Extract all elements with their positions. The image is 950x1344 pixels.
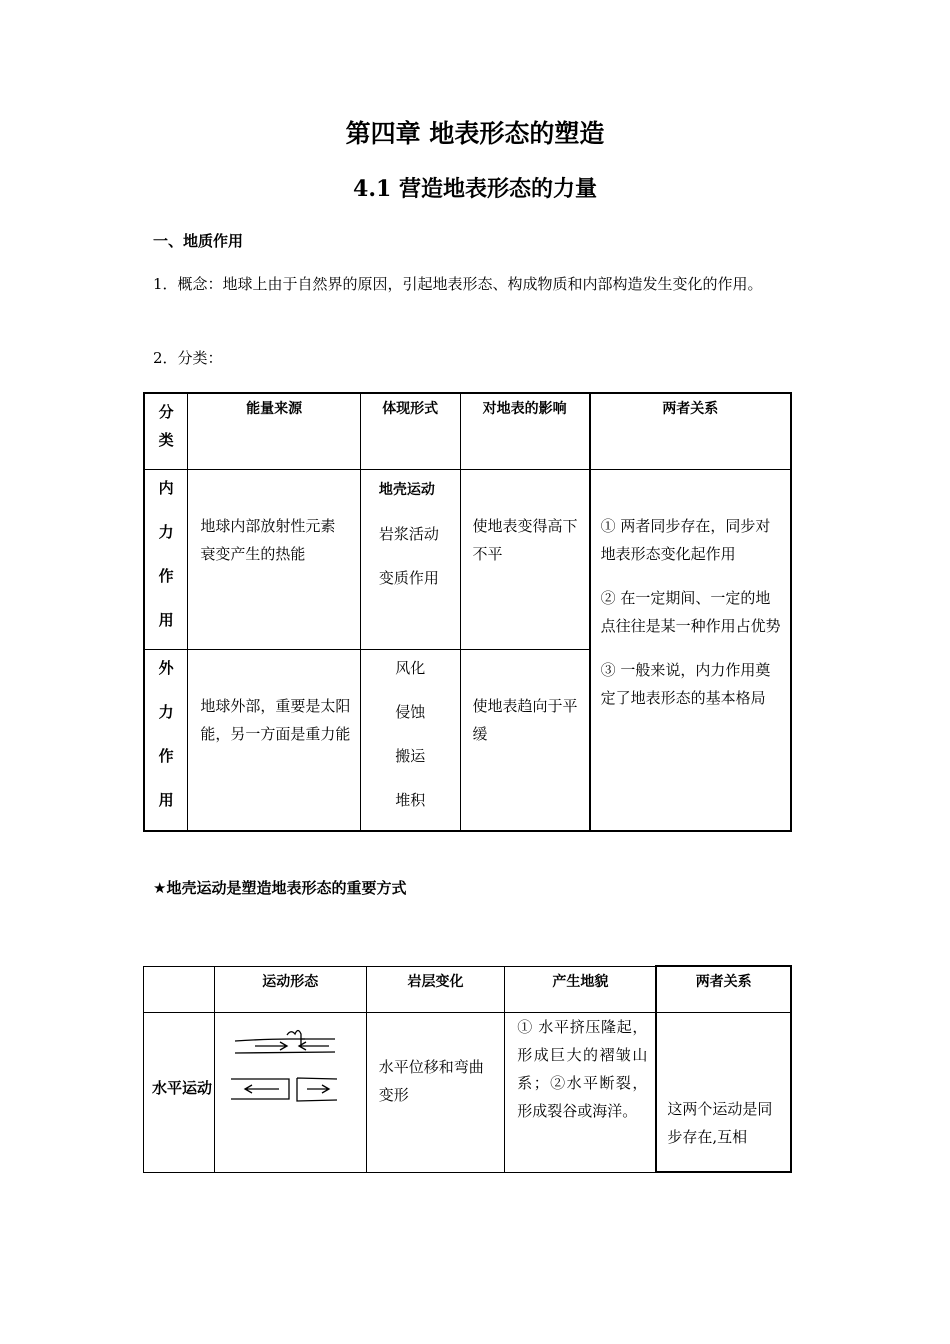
table2-header-relation: 两者关系 xyxy=(656,966,791,1012)
heading-geologic-action: 一、地质作用 xyxy=(153,232,244,250)
horizontal-rock-change-cell: 水平位移和弯曲变形 xyxy=(366,1012,505,1172)
table1-header-row xyxy=(144,393,791,469)
arrow-right-icon xyxy=(307,1085,329,1093)
horizontal-motion-label: 水平运动 xyxy=(144,1012,215,1172)
arrow-left-icon xyxy=(245,1085,279,1093)
arrow-left-icon xyxy=(299,1042,329,1050)
arrow-right-icon xyxy=(255,1042,287,1050)
concept-paragraph: 1．概念：地球上由于自然界的原因，引起地表形态、构成物质和内部构造发生变化的作用。 xyxy=(153,275,763,293)
heading-crustal-movement: ★地壳运动是塑造地表形态的重要方式 xyxy=(153,879,407,897)
table2-header-row xyxy=(144,966,792,1012)
compression-top-line-left xyxy=(235,1039,305,1041)
internal-effect-cell: 使地表变得高下不平 xyxy=(460,469,590,649)
fold-uplift-mark xyxy=(287,1030,301,1045)
table1-header-relation: 两者关系 xyxy=(590,393,791,469)
horizontal-motion-diagram xyxy=(227,1019,357,1119)
crustal-movement-table xyxy=(143,965,792,1173)
internal-energy-cell: 地球内部放射性元素衰变产生的热能 xyxy=(188,469,360,649)
table2-row-horizontal xyxy=(144,1012,792,1172)
horizontal-motion-diagram-cell xyxy=(214,1012,366,1172)
chapter-title: 第四章 地表形态的塑造 xyxy=(345,119,605,148)
geologic-action-table xyxy=(143,392,792,832)
table1-header-effect: 对地表的影响 xyxy=(460,393,590,469)
horizontal-relation-cell: 这两个运动是同步存在,互相 xyxy=(656,1012,791,1172)
internal-force-label: 内 力 作 用 xyxy=(144,469,188,649)
external-effect-cell: 使地表趋向于平缓 xyxy=(460,649,590,831)
table1-row-internal xyxy=(144,469,791,649)
table1-header-forms: 体现形式 xyxy=(360,393,460,469)
compression-bottom-line xyxy=(235,1052,335,1053)
relation-cell: ① 两者同步存在，同步对地表形态变化起作用 ② 在一定期间、一定的地点往往是某一种作用占优势 ③ 一般来说，内力作用奠定了地表形态的基本格局 xyxy=(590,469,791,831)
table2-header-empty xyxy=(144,966,215,1012)
external-forms-cell: 风化 侵蚀 搬运 堆积 xyxy=(360,649,460,831)
external-energy-cell: 地球外部，重要是太阳能，另一方面是重力能 xyxy=(188,649,360,831)
section-title: 4.1 营造地表形态的力量 xyxy=(353,176,597,202)
table1-header-energy: 能量来源 xyxy=(188,393,360,469)
external-force-label: 外 力 作 用 xyxy=(144,649,188,831)
table1-header-category: 分 类 xyxy=(144,393,188,469)
table2-header-motion: 运动形态 xyxy=(214,966,366,1012)
table2-header-rock: 岩层变化 xyxy=(366,966,505,1012)
classification-paragraph: 2．分类： xyxy=(153,349,223,367)
internal-forms-cell: 地壳运动 岩浆活动 变质作用 xyxy=(360,469,460,649)
horizontal-landform-cell: ① 水平挤压隆起，形成巨大的褶皱山系；②水平断裂，形成裂谷或海洋。 xyxy=(505,1012,657,1172)
table2-header-landform: 产生地貌 xyxy=(505,966,657,1012)
